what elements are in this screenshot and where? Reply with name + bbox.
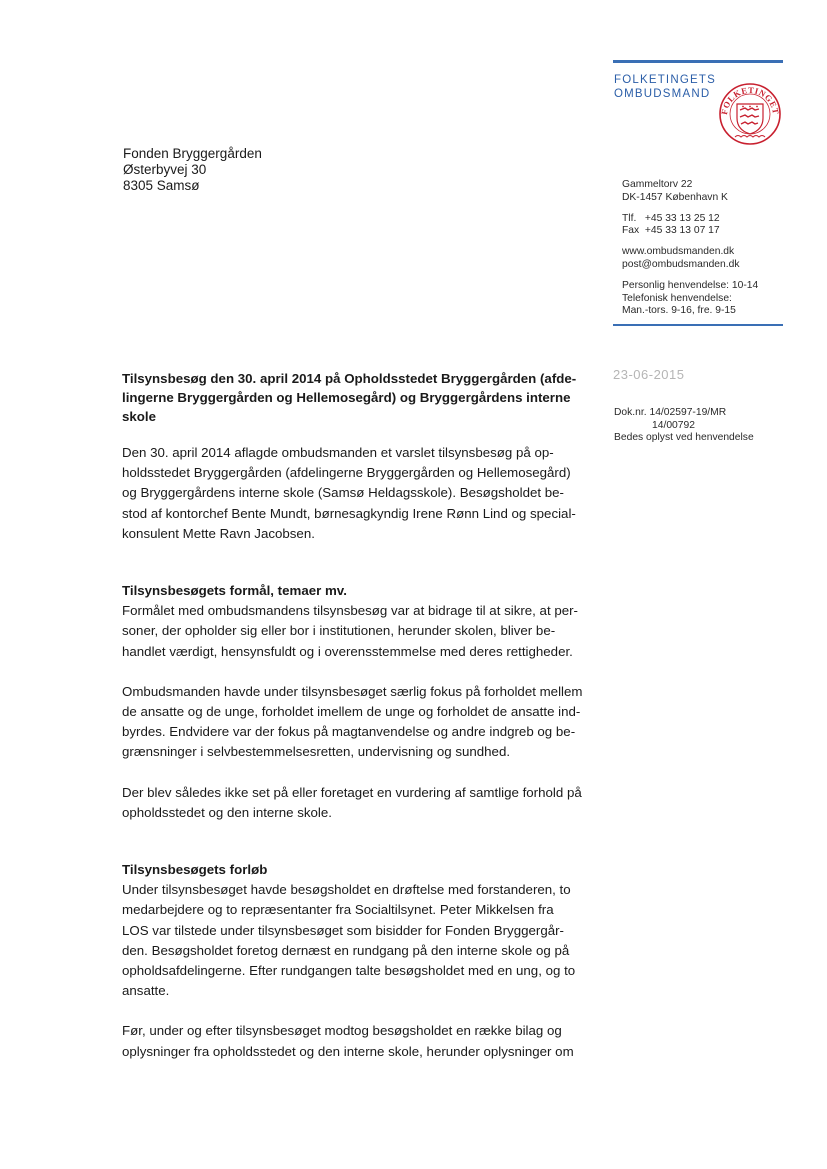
- contact-hours-phone: Telefonisk henvendelse:: [622, 292, 732, 304]
- brand-line-2: OMBUDSMAND: [614, 88, 711, 100]
- text-line: Formålet med ombudsmandens tilsynsbesøg var at bidrage til at sikre, at per-: [122, 603, 578, 619]
- ombudsman-brand: [614, 73, 716, 101]
- doc-note: Bedes oplyst ved henvendelse: [614, 432, 754, 443]
- recipient-street: Østerbyvej 30: [123, 162, 207, 177]
- text-line: Den 30. april 2014 aflagde ombudsmanden et varslet tilsynsbesøg på op-: [122, 445, 554, 460]
- document-reference: [614, 407, 754, 445]
- text-line: Under tilsynsbesøget havde besøgsholdet en drøftelse med forstanderen, to: [122, 882, 571, 898]
- text-line: de ansatte og de unge, forholdet imellem de unge og forholdet de ansatte ind-: [122, 704, 581, 720]
- doc-number: Dok.nr. 14/02597-19/MR: [614, 407, 727, 418]
- recipient-name: Fonden Bryggergården: [123, 146, 262, 161]
- svg-text:FOLKETINGET: [719, 85, 781, 115]
- text-line: stod af kontorchef Bente Mundt, børnesagkyndig Irene Rønn Lind og special-: [122, 505, 576, 521]
- text-line: ansatte.: [122, 983, 170, 999]
- section-heading-course: Tilsynsbesøgets forløb: [122, 862, 268, 878]
- text-line: Ombudsmanden havde under tilsynsbesøget særlig fokus på forholdet mellem: [122, 683, 583, 699]
- text-line: Før, under og efter tilsynsbesøget modtog besøgsholdet en række bilag og: [122, 1023, 562, 1039]
- contact-block: [622, 179, 758, 326]
- text-line: handlet værdigt, hensynsfuldt og i overensstemmelse med deres rettigheder.: [122, 643, 573, 659]
- contact-city: DK-1457 København K: [622, 191, 728, 203]
- folketinget-seal-icon: [718, 82, 782, 146]
- text-line: Der blev således ikke set på eller foretaget en vurdering af samtlige forhold på: [122, 784, 582, 800]
- text-line: grænsninger i selvbestemmelsesretten, undervisning og sundhed.: [122, 744, 511, 760]
- text-line: LOS var tilstede under tilsynsbesøget som bisidder for Fonden Bryggergår-: [122, 922, 564, 938]
- date-stamp: 23-06-2015: [613, 367, 685, 382]
- course-paragraph-2: [122, 1021, 584, 1061]
- contact-hours-days: Man.-tors. 9-16, fre. 9-15: [622, 305, 736, 317]
- text-line: opholdsafdelingerne. Efter rundgangen talte besøgsholdet med en ung, og to: [122, 963, 576, 979]
- title-line: lingerne Bryggergården og Hellemosegård) og Bryggergårdens interne: [122, 390, 571, 405]
- text-line: den. Besøgsholdet foretog dernæst en rundgang på den interne skole og på: [122, 942, 570, 958]
- purpose-paragraph-1: [122, 601, 584, 662]
- text-line: opholdsstedet og den interne skole.: [122, 804, 332, 820]
- brand-line-1: FOLKETINGETS: [614, 74, 716, 86]
- course-paragraph-1: [122, 880, 584, 1001]
- section-heading-purpose: Tilsynsbesøgets formål, temaer mv.: [122, 583, 347, 599]
- recipient-address: [123, 146, 262, 194]
- title-line: Tilsynsbesøg den 30. april 2014 på Opholdsstedet Bryggergården (afde-: [122, 371, 577, 386]
- text-line: byrdes. Endvidere var der fokus på magtanvendelse og andre indgreb og be-: [122, 724, 576, 740]
- contact-hours-personal: Personlig henvendelse: 10-14: [622, 279, 759, 291]
- intro-paragraph: [122, 443, 584, 544]
- contact-street: Gammeltorv 22: [622, 179, 693, 190]
- recipient-city: 8305 Samsø: [123, 178, 200, 193]
- purpose-paragraph-2: [122, 682, 584, 763]
- letter-body: [122, 369, 584, 1062]
- header-rule: [613, 60, 783, 63]
- text-line: og Bryggergårdens interne skole (Samsø Heldagsskole). Besøgsholdet be-: [122, 485, 564, 501]
- contact-phone: Tlf. +45 33 13 25 12: [622, 212, 720, 224]
- text-line: holdsstedet Bryggergården (afdelingerne Bryggergården og Hellemosegård): [122, 465, 571, 481]
- purpose-paragraph-3: [122, 783, 584, 823]
- contact-rule: [613, 324, 783, 326]
- contact-web: www.ombudsmanden.dk: [622, 246, 735, 258]
- text-line: medarbejdere og to repræsentanter fra Socialtilsynet. Peter Mikkelsen fra: [122, 902, 554, 918]
- title-line: skole: [122, 409, 157, 424]
- text-line: oplysninger fra opholdsstedet og den interne skole, herunder oplysninger om: [122, 1043, 574, 1059]
- doc-number-secondary: 14/00792: [652, 419, 695, 431]
- text-line: konsulent Mette Ravn Jacobsen.: [122, 525, 315, 541]
- text-line: soner, der opholder sig eller bor i institutionen, herunder skolen, bliver be-: [122, 623, 556, 639]
- letter-title: [122, 369, 584, 426]
- contact-fax: Fax +45 33 13 07 17: [622, 225, 720, 237]
- contact-email: post@ombudsmanden.dk: [622, 258, 740, 270]
- seal-text: FOLKETINGET: [718, 84, 782, 116]
